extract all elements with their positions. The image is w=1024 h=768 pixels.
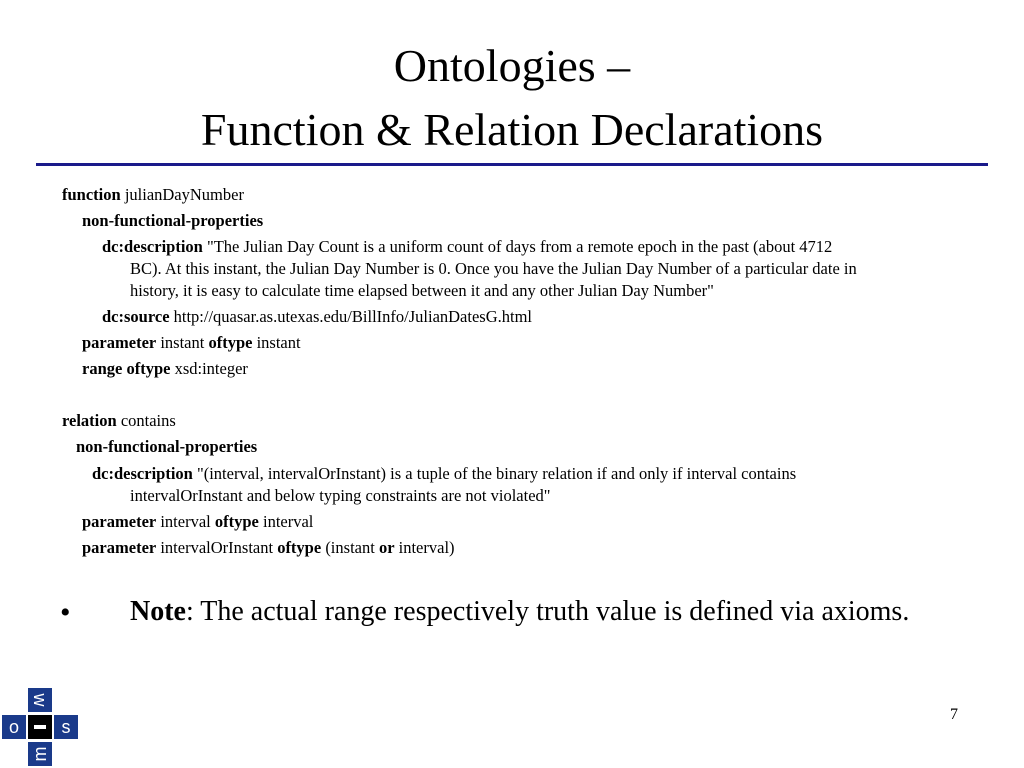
keyword-oftype: oftype (277, 538, 322, 557)
logo-cross (2, 688, 78, 766)
relation-parameter-line-2 (82, 537, 455, 559)
relation-description-line-2 (130, 485, 551, 507)
keyword-source: dc:source (102, 307, 170, 326)
keyword-nfp: non-functional-properties (82, 211, 264, 230)
parameter-name: interval (160, 512, 211, 531)
relation-description-line-1 (92, 463, 796, 485)
note-text: : The actual range respectively truth value is defined via axioms. (185, 596, 910, 627)
relation-name: contains (120, 411, 176, 430)
logo-letter-o: o (8, 717, 20, 737)
title-divider (36, 163, 988, 166)
relation-declaration-line (62, 410, 176, 432)
parameter-type: interval (263, 512, 314, 531)
note-label: Note (130, 596, 186, 627)
relation-parameter-line-1 (82, 511, 313, 533)
keyword-oftype: oftype (214, 512, 259, 531)
function-source-line (102, 306, 532, 328)
parameter-type: instant (256, 333, 301, 352)
function-parameter-line (82, 332, 301, 354)
parameter-type-open: (instant (325, 538, 375, 557)
keyword-oftype: oftype (208, 333, 253, 352)
keyword-relation: relation (62, 411, 117, 430)
keyword-range-oftype: oftype (126, 359, 171, 378)
logo-center-mark (34, 725, 46, 729)
relation-description-text-1: "(interval, intervalOrInstant) is a tuple of the binary relation if and only if interval contains (196, 464, 797, 483)
function-nfp-line (82, 210, 263, 232)
keyword-parameter: parameter (82, 512, 157, 531)
description-text-3: history, it is easy to calculate time elapsed between it and any other Julian Day Number" (130, 281, 714, 300)
parameter-name: intervalOrInstant (160, 538, 274, 557)
function-declaration-line (62, 184, 244, 206)
title-line-2: Function & Relation Declarations (200, 104, 824, 155)
keyword-description: dc:description (92, 464, 193, 483)
parameter-type-close: interval) (398, 538, 455, 557)
page-number: 7 (950, 706, 958, 723)
parameter-name: instant (160, 333, 205, 352)
wsmo-logo (0, 688, 82, 768)
keyword-parameter: parameter (82, 333, 157, 352)
range-type: xsd:integer (174, 359, 248, 378)
keyword-function: function (62, 185, 121, 204)
logo-letter-m: m (30, 746, 50, 762)
keyword-description: dc:description (102, 237, 203, 256)
function-description-line-2 (130, 258, 857, 280)
keyword-range: range (82, 359, 123, 378)
function-description-line-1 (102, 236, 832, 258)
function-range-line (82, 358, 248, 380)
function-description-line-3 (130, 280, 714, 302)
logo-letter-s: s (61, 717, 71, 737)
relation-description-text-2: intervalOrInstant and below typing constraints are not violated" (130, 486, 551, 505)
relation-nfp-line (76, 436, 257, 458)
title-line-1: Ontologies – (393, 40, 631, 91)
keyword-parameter: parameter (82, 538, 157, 557)
note-bullet (130, 593, 970, 631)
logo-letter-w: w (30, 693, 50, 707)
keyword-or: or (378, 538, 395, 557)
keyword-nfp: non-functional-properties (76, 437, 258, 456)
source-url: http://quasar.as.utexas.edu/BillInfo/JulianDatesG.html (173, 307, 532, 326)
bullet-icon: • (60, 596, 71, 629)
description-text-2: BC). At this instant, the Julian Day Number is 0. Once you have the Julian Day Number of a particular date in (130, 259, 857, 278)
description-text-1: "The Julian Day Count is a uniform count of days from a remote epoch in the past (about 4712 (206, 237, 833, 256)
function-name: julianDayNumber (124, 185, 244, 204)
slide-title (0, 34, 1024, 162)
